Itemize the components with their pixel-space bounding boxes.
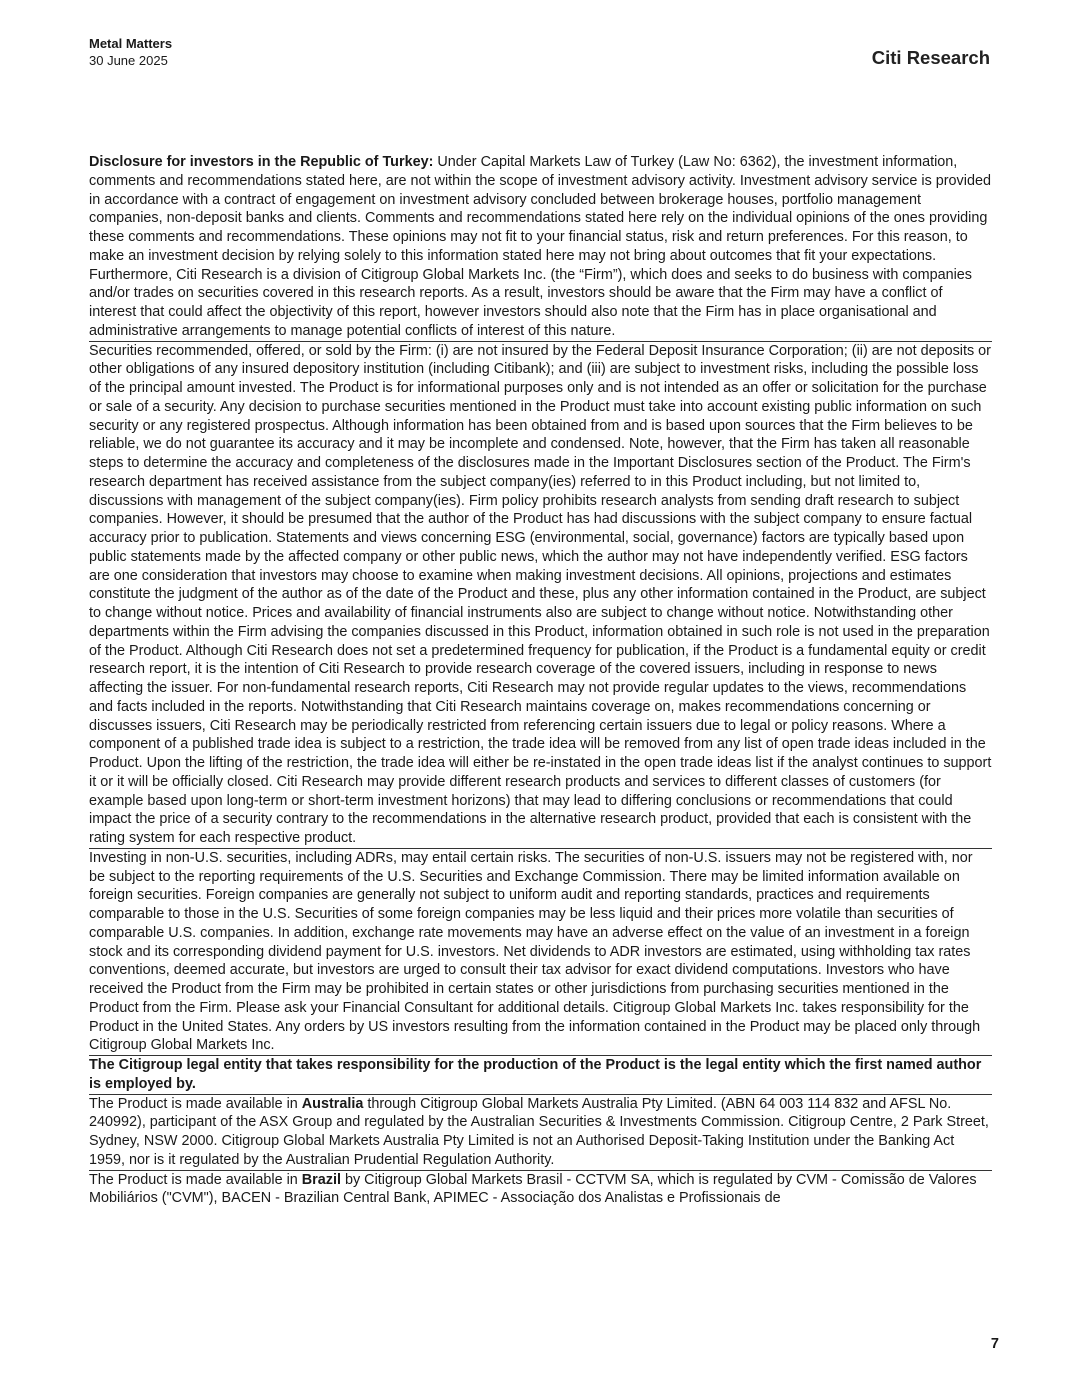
brazil-post: by Citigroup Global Markets Brasil - CCTVM SA, which is regulated by CVM - Comissão de Valores Mobiliários ("CVM"), BACEN - Brazilian Central Bank, APIMEC - Associação dos Analistas e Profissionais de [89, 1171, 977, 1207]
australia-pre: The Product is made available in [89, 1095, 302, 1112]
australia-post: through Citigroup Global Markets Australia Pty Limited. (ABN 64 003 114 832 and AFSL No. 240992), participant of the ASX Group and regulated by the Australian Securities & Investments Commission. Citigroup Centre, 2 Park Street, Sydney, NSW 2000. Citigroup Global Markets Australia Pty Limited is not an Authorised Deposit-Taking Institution under the Banking Act 1959, nor is it regulated by the Australian Prudential Regulation Authority. [89, 1095, 989, 1168]
turkey-disclosure [89, 153, 992, 342]
disclosures-body [89, 153, 992, 1208]
legal-entity-disclosure: The Citigroup legal entity that takes responsibility for the production of the Product is the legal entity which the first named author is employed by. [89, 1056, 992, 1095]
publication-title: Metal Matters [89, 36, 173, 51]
brand-name: Citi Research [871, 47, 990, 68]
brazil-disclosure [89, 1171, 992, 1209]
header-left [89, 35, 172, 69]
turkey-lead: Disclosure for investors in the Republic of Turkey: [89, 154, 434, 170]
securities-disclosure: Securities recommended, offered, or sold by the Firm: (i) are not insured by the Federal Deposit Insurance Corporation; (ii) are not deposits or other obligations of any insured depository institution (including Citibank); and (iii) are subject to investment risks, including the possible loss of the principal amount invested. The Product is for informational purposes only and is not intended as an offer or solicitation for the purchase or sale of a security. Any decision to purchase securities mentioned in the Product must take into account existing public information on such security or any registered prospectus. Although information has been obtained from and is based upon sources that the Firm believes to be reliable, we do not guarantee its accuracy and it may be incomplete and condensed. Note, however, that the Firm has taken all reasonable steps to determine the accuracy and completeness of the disclosures made in the Important Disclosures section of the Product. The Firm's research department has received assistance from the subject company(ies) referred to in this Product including, but not limited to, discussions with management of the subject company(ies). Firm policy prohibits research analysts from sending draft research to subject companies. However, it should be presumed that the author of the Product has had discussions with the subject company to ensure factual accuracy prior to publication. Statements and views concerning ESG (environmental, social, governance) factors are typically based upon public statements made by the affected company or other public news, which the author may not have independently verified. ESG factors are one consideration that investors may choose to examine when making investment decisions. All opinions, projections and estimates constitute the judgment of the author as of the date of the Product and these, plus any other information contained in the Product, are subject to change without notice. Prices and availability of financial instruments also are subject to change without notice. Notwithstanding other departments within the Firm advising the companies discussed in this Product, information obtained in such role is not used in the preparation of the Product. Although Citi Research does not set a predetermined frequency for publication, if the Product is a fundamental equity or credit research report, it is the intention of Citi Research to provide research coverage of the covered issuers, including in response to news affecting the issuer. For non-fundamental research reports, Citi Research may not provide regular updates to the views, recommendations and facts included in the reports. Notwithstanding that Citi Research maintains coverage on, makes recommendations concerning or discusses issuers, Citi Research may be periodically restricted from referencing certain issuers due to legal or policy reasons. Where a component of a published trade idea is subject to a restriction, the trade idea will be removed from any list of open trade ideas included in the Product. Upon the lifting of the restriction, the trade idea will either be re-instated in the open trade ideas list if the analyst continues to support it or it will be officially closed. Citi Research may provide different research products and services to different classes of customers (for example based upon long-term or short-term investment horizons) that may lead to differing conclusions or recommendations that could impact the price of a security contrary to the recommendations in the alternative research product, provided that each is consistent with the rating system for each respective product. [89, 342, 992, 849]
australia-country: Australia [301, 1095, 364, 1112]
brazil-pre: The Product is made available in [89, 1171, 302, 1188]
publication-date: 30 June 2025 [89, 53, 168, 68]
page-number: 7 [990, 1336, 999, 1352]
turkey-text: Under Capital Markets Law of Turkey (Law No: 6362), the investment information, comments and recommendations stated here, are not within the scope of investment advisory activity. Investment advisory service is provided in accordance with a contract of engagement on investment advisory concluded between brokerage houses, portfolio management companies, non-deposit banks and clients. Comments and recommendations stated here rely on the individual opinions of the ones providing these comments and recommendations. These opinions may not fit to your financial status, risk and return preferences. For this reason, to make an investment decision by relying solely to this information stated here may not bring about outcomes that fit your expectations. Furthermore, Citi Research is a division of Citigroup Global Markets Inc. (the “Firm”), which does and seeks to do business with companies and/or trades on securities covered in this research reports. As a result, investors should be aware that the Firm may have a conflict of interest that could affect the objectivity of this report, however investors should also note that the Firm has in place organisational and administrative arrangements to manage potential conflicts of interest of this nature. [89, 154, 991, 339]
non-us-securities-disclosure: Investing in non-U.S. securities, including ADRs, may entail certain risks. The securities of non-U.S. issuers may not be registered with, nor be subject to the reporting requirements of the U.S. Securities and Exchange Commission. There may be limited information available on foreign securities. Foreign companies are generally not subject to uniform audit and reporting standards, practices and requirements comparable to those in the U.S. Securities of some foreign companies may be less liquid and their prices more volatile than securities of comparable U.S. companies. In addition, exchange rate movements may have an adverse effect on the value of an investment in a foreign stock and its corresponding dividend payment for U.S. investors. Net dividends to ADR investors are estimated, using withholding tax rates conventions, deemed accurate, but investors are urged to consult their tax advisor for exact dividend computations. Investors who have received the Product from the Firm may be prohibited in certain states or other jurisdictions from purchasing securities mentioned in the Product from the Firm. Please ask your Financial Consultant for additional details. Citigroup Global Markets Inc. takes responsibility for the Product in the United States. Any orders by US investors resulting from the information contained in the Product may be placed only through Citigroup Global Markets Inc. [89, 849, 992, 1056]
australia-disclosure [89, 1095, 992, 1171]
brazil-country: Brazil [301, 1171, 341, 1188]
